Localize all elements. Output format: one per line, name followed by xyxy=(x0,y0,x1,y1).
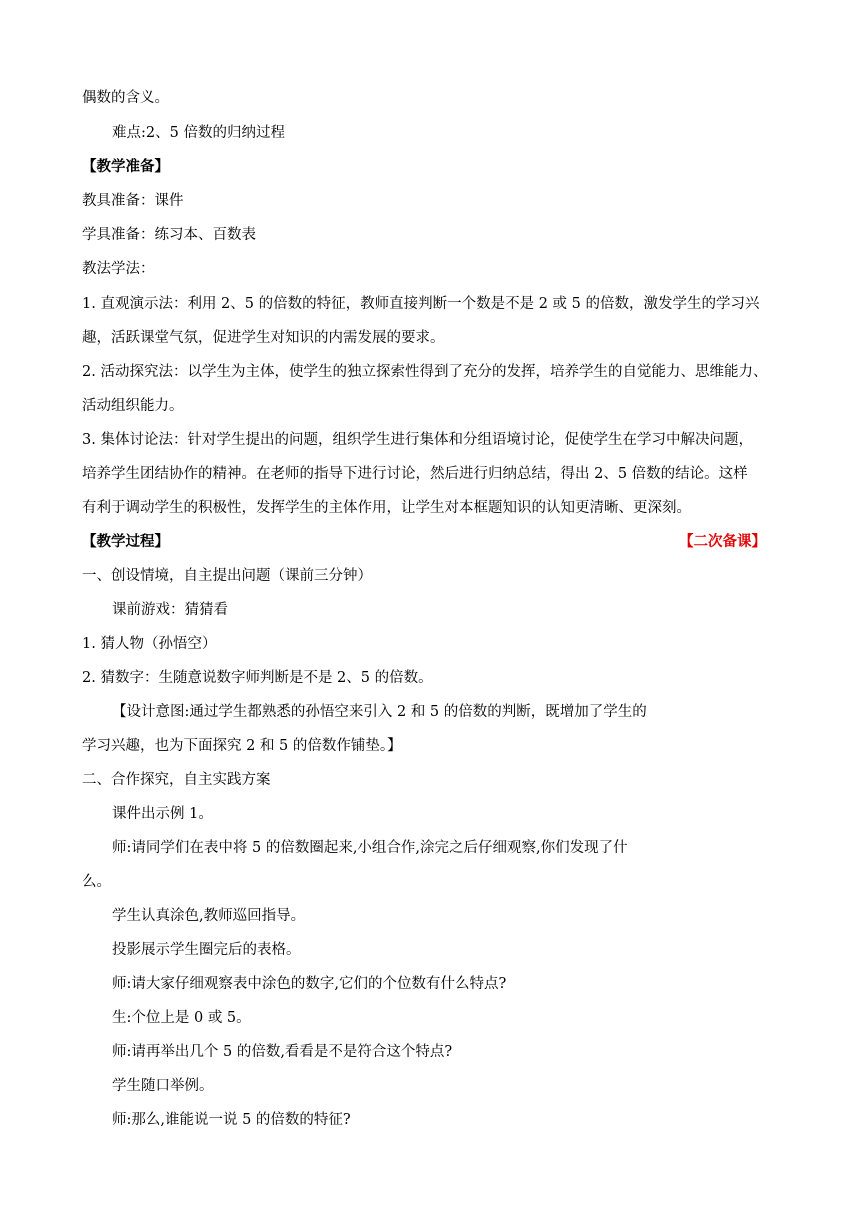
text-line: 二、合作探究，自主实践方案 xyxy=(82,772,271,788)
section-heading-process: 【教学过程】 xyxy=(82,533,169,550)
text-line: 么。 xyxy=(82,874,111,890)
text-line: 师:请大家仔细观察表中涂色的数字,它们的个位数有什么特点? xyxy=(112,976,507,992)
text-line: 投影展示学生圈完后的表格。 xyxy=(112,942,301,958)
text-line: 教具准备：课件 xyxy=(82,193,184,209)
text-line: 学具准备：练习本、百数表 xyxy=(82,227,256,243)
text-line: 【设计意图:通过学生都熟悉的孙悟空来引入 2 和 5 的倍数的判断，既增加了学生的 xyxy=(112,704,647,720)
text-line: 课件出示例 1。 xyxy=(112,806,213,822)
text-line: 培养学生团结协作的精神。在老师的指导下进行讨论，然后进行归纳总结，得出 2、5 倍数的结论。这样 xyxy=(82,466,748,482)
text-line: 2. 猜数字：生随意说数字师判断是不是 2、5 的倍数。 xyxy=(82,670,433,686)
text-line: 1. 直观演示法：利用 2、5 的倍数的特征，教师直接判断一个数是不是 2 或 5 的倍数，激发学生的学习兴 xyxy=(82,296,760,312)
text-line: 师:那么,谁能说一说 5 的倍数的特征? xyxy=(112,1112,351,1128)
secondary-prep-label: 【二次备课】 xyxy=(679,533,766,550)
section-heading-preparation: 【教学准备】 xyxy=(82,158,169,175)
text-line: 趣，活跃课堂气氛，促进学生对知识的内需发展的要求。 xyxy=(82,330,445,346)
text-line: 难点:2、5 倍数的归纳过程 xyxy=(112,125,285,141)
text-line: 活动组织能力。 xyxy=(82,398,184,414)
text-line: 学习兴趣，也为下面探究 2 和 5 的倍数作铺垫。】 xyxy=(82,738,402,754)
text-line: 有利于调动学生的积极性，发挥学生的主体作用，让学生对本框题知识的认知更清晰、更深刻。 xyxy=(82,500,691,516)
text-line: 学生随口举例。 xyxy=(112,1078,214,1094)
text-line: 一、创设情境，自主提出问题（课前三分钟） xyxy=(82,568,372,584)
text-line: 2. 活动探究法：以学生为主体，使学生的独立探索性得到了充分的发挥，培养学生的自觉能力、思维能力、 xyxy=(82,364,768,380)
text-line: 3. 集体讨论法：针对学生提出的问题，组织学生进行集体和分组语境讨论，促使学生在学习中解决问题， xyxy=(82,432,753,448)
text-line: 课前游戏：猜猜看 xyxy=(112,602,228,618)
text-line: 偶数的含义。 xyxy=(82,90,169,106)
text-line: 教法学法： xyxy=(82,261,155,277)
text-line: 1. 猜人物（孙悟空） xyxy=(82,636,217,652)
text-line: 师:请同学们在表中将 5 的倍数圈起来,小组合作,涂完之后仔细观察,你们发现了什 xyxy=(112,840,628,856)
text-line: 生:个位上是 0 或 5。 xyxy=(112,1010,251,1026)
text-line: 师:请再举出几个 5 的倍数,看看是不是符合这个特点? xyxy=(112,1044,453,1060)
text-line: 学生认真涂色,教师巡回指导。 xyxy=(112,908,306,924)
